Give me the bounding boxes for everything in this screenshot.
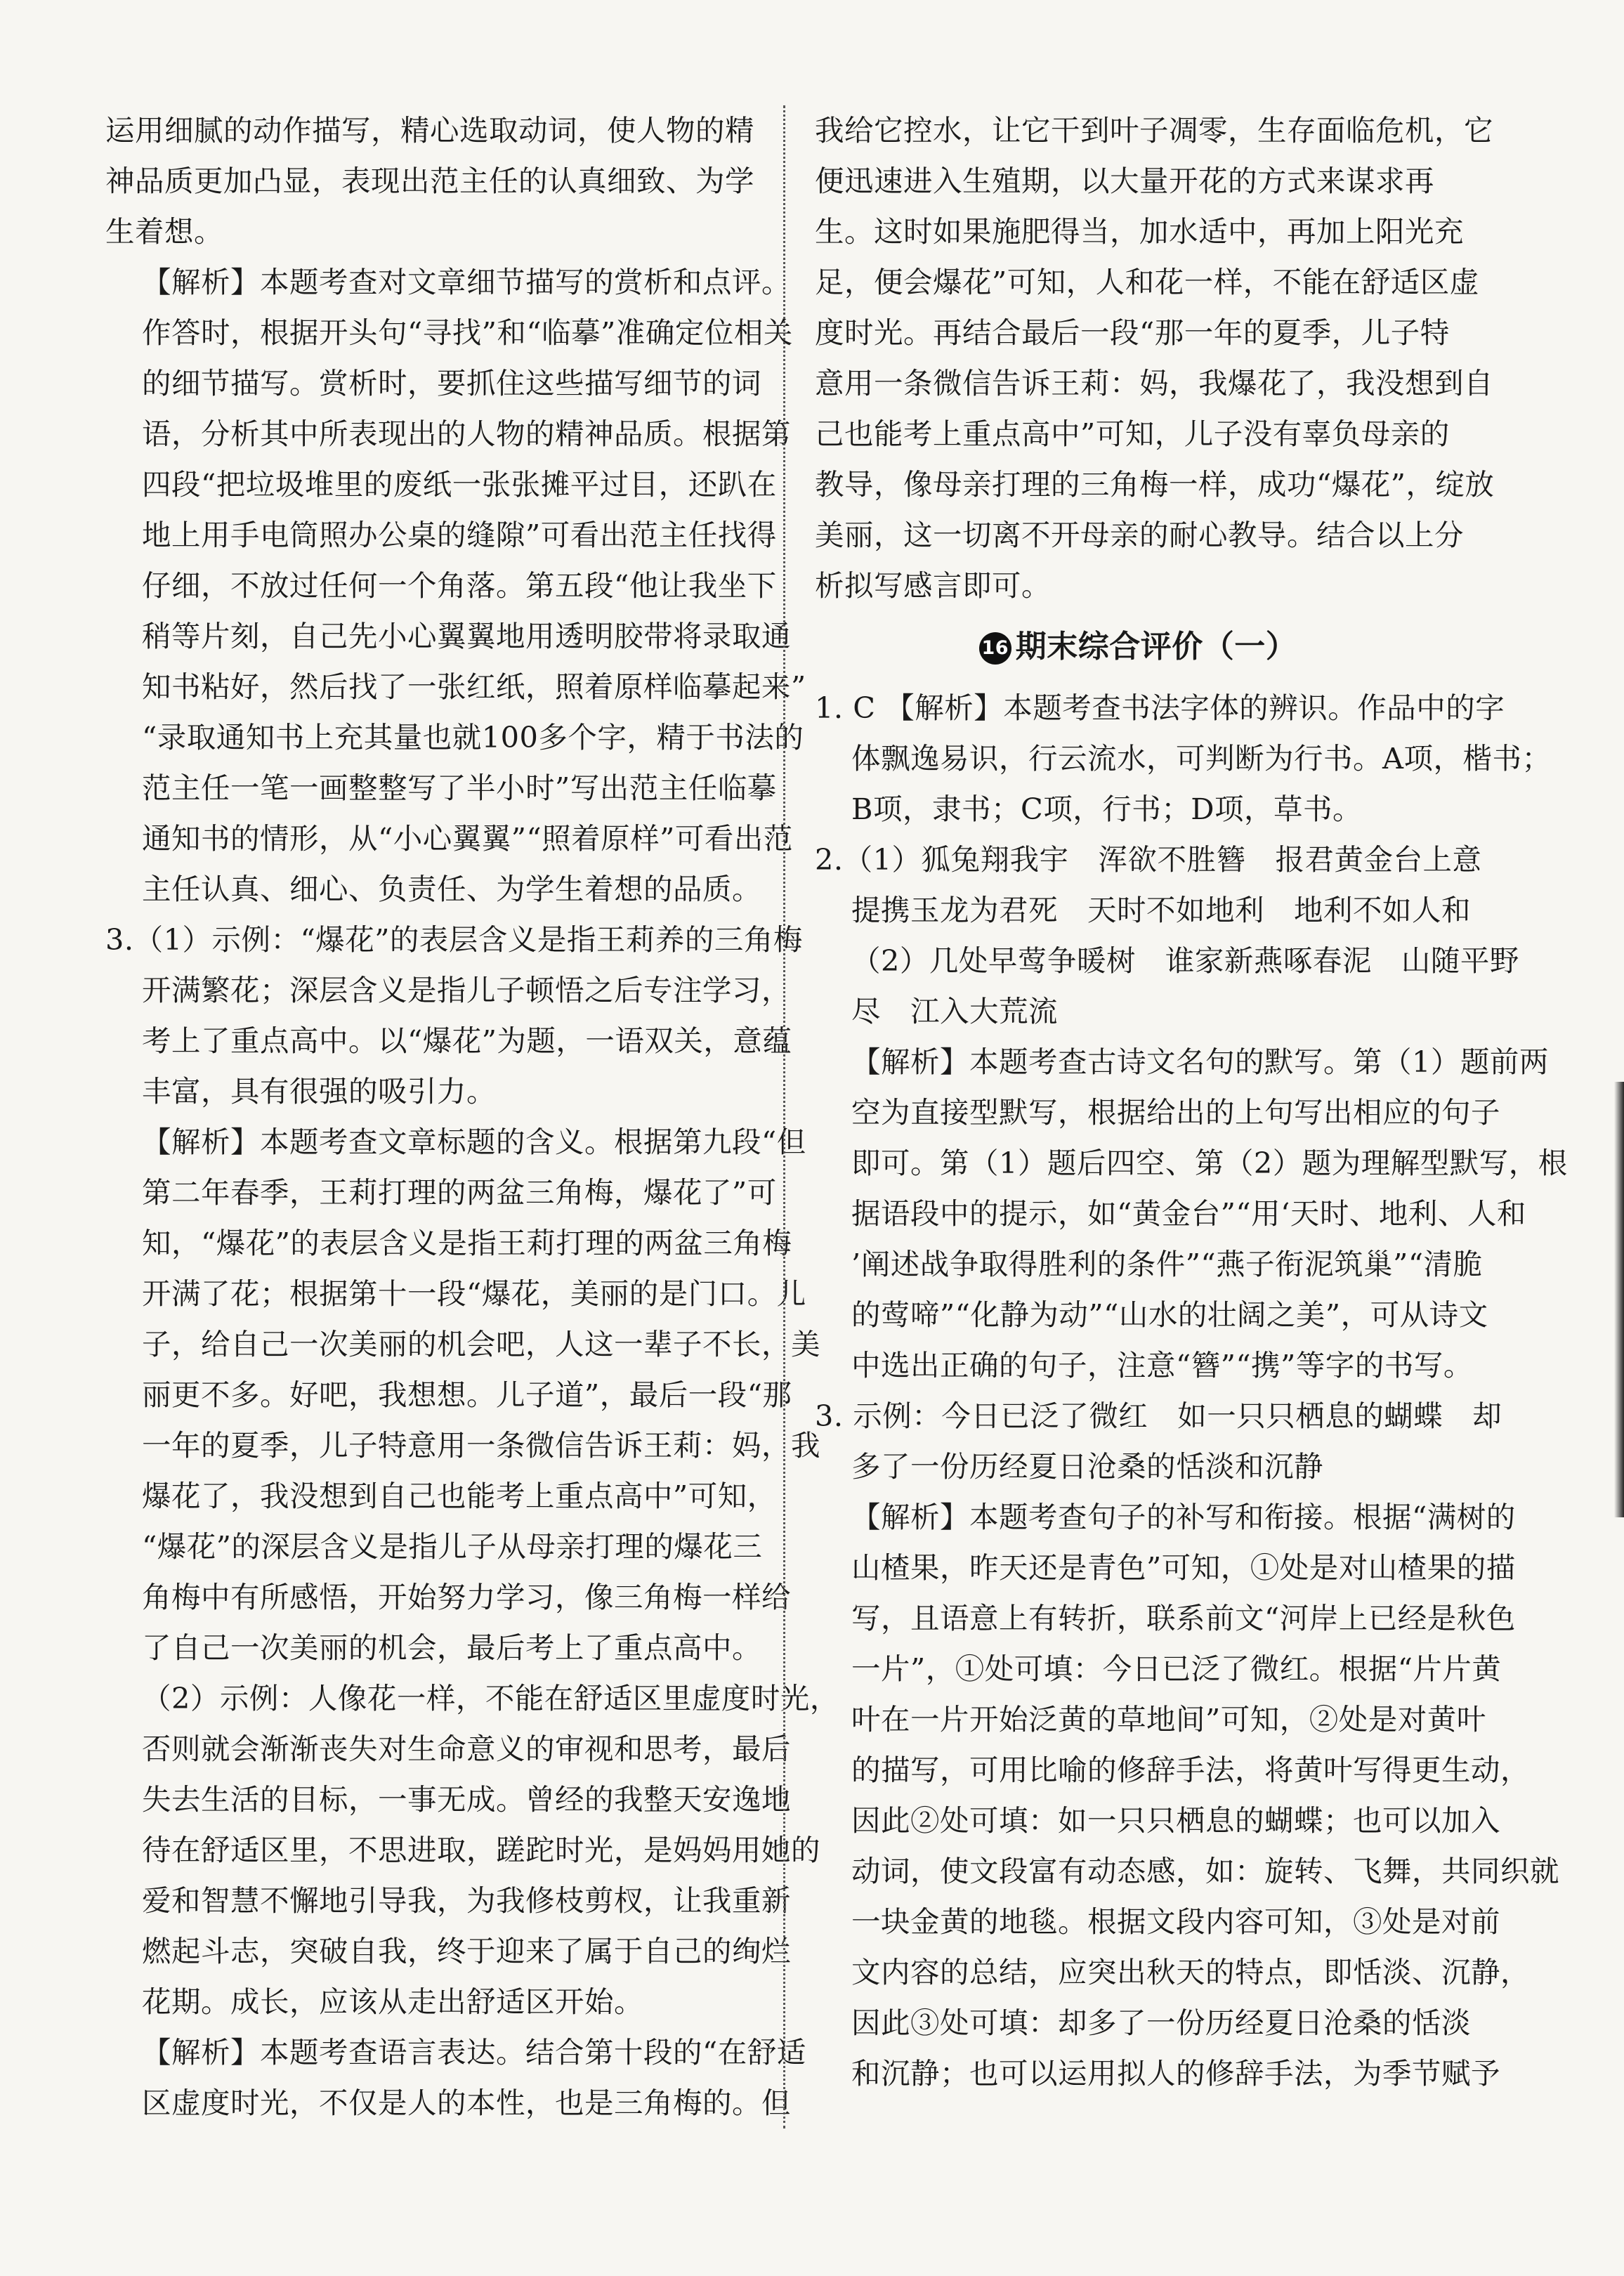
right-answer-line: 多了一份历经夏日沧桑的恬淡和沉静 bbox=[851, 1449, 1324, 1484]
right-answer-line: 3. 示例：今日已泛了微红 如一只只栖息的蝴蝶 却 bbox=[815, 1399, 1502, 1433]
right-answer-line: 和沉静；也可以运用拟人的修辞手法，为季节赋予 bbox=[851, 2056, 1501, 2091]
right-answer-line: 空为直接型默写，根据给出的上句写出相应的句子 bbox=[851, 1095, 1501, 1130]
section-heading bbox=[815, 615, 1461, 679]
left-text-line: “爆花”的深层含义是指儿子从母亲打理的爆花三 bbox=[142, 1529, 763, 1564]
right-answer-line: （2）几处早莺争暖树 谁家新燕啄春泥 山随平野 bbox=[851, 943, 1519, 978]
right-answer-line: 一片”，①处可填：今日已泛了微红。根据“片片黄 bbox=[851, 1652, 1502, 1686]
left-text-line: 【解析】本题考查文章标题的含义。根据第九段“但 bbox=[142, 1125, 806, 1159]
left-text-line: 子，给自己一次美丽的机会吧，人这一辈子不长，美 bbox=[142, 1327, 821, 1361]
left-text-line: 主任认真、细心、负责任、为学生着想的品质。 bbox=[142, 872, 762, 906]
right-answer-line: 因此③处可填：却多了一份历经夏日沧桑的恬淡 bbox=[851, 2006, 1472, 2040]
left-text-line: 爆花了，我没想到自己也能考上重点高中”可知， bbox=[142, 1479, 777, 1513]
right-answer-line: 叶在一片开始泛黄的草地间”可知，②处是对黄叶 bbox=[851, 1702, 1486, 1737]
left-text-line: 花期。成长，应该从走出舒适区开始。 bbox=[142, 1984, 644, 2019]
left-text-line: 知，“爆花”的表层含义是指王莉打理的两盆三角梅 bbox=[142, 1226, 792, 1260]
left-text-line: “录取通知书上充其量也就100多个字，精于书法的 bbox=[142, 720, 804, 754]
right-answer-line: 【解析】本题考查句子的补写和衔接。根据“满树的 bbox=[851, 1500, 1516, 1534]
right-text-line: 度时光。再结合最后一段“那一年的夏季，儿子特 bbox=[815, 315, 1450, 350]
left-text-line: 区虚度时光，不仅是人的本性，也是三角梅的。但 bbox=[142, 2086, 792, 2120]
left-text-line: 待在舒适区里，不思进取，蹉跎时光，是妈妈用她的 bbox=[142, 1833, 821, 1867]
right-text-line: 意用一条微信告诉王莉：妈，我爆花了，我没想到自 bbox=[815, 366, 1494, 400]
left-text-line: 生着想。 bbox=[105, 214, 224, 249]
left-column bbox=[105, 105, 839, 2128]
section-number-badge: 16 bbox=[979, 632, 1011, 665]
section-title: 期末综合评价（一） bbox=[1015, 629, 1297, 665]
right-text-line: 我给它控水，让它干到叶子凋零，生存面临危机，它 bbox=[815, 113, 1494, 148]
right-text-line: 己也能考上重点高中”可知，儿子没有辜负母亲的 bbox=[815, 417, 1450, 451]
right-answer-line: B项，隶书；C项，行书；D项，草书。 bbox=[851, 792, 1363, 826]
right-answer-line: 尽 江入大荒流 bbox=[851, 994, 1059, 1028]
right-text-line: 美丽，这一切离不开母亲的耐心教导。结合以上分 bbox=[815, 518, 1465, 552]
right-answer-line: 中选出正确的句子，注意“簪”“携”等字的书写。 bbox=[851, 1348, 1473, 1382]
right-answer-line: ’阐述战争取得胜利的条件”“燕子衔泥筑巢”“清脆 bbox=[851, 1247, 1483, 1281]
right-answer-line: 体飘逸易识，行云流水，可判断为行书。A项，楷书； bbox=[851, 741, 1552, 776]
left-text-line: 3.（1）示例：“爆花”的表层含义是指王莉养的三角梅 bbox=[105, 922, 803, 957]
left-text-line: 范主任一笔一画整整写了半小时”写出范主任临摹 bbox=[142, 771, 777, 805]
right-answer-line: 因此②处可填：如一只只栖息的蝴蝶；也可以加入 bbox=[851, 1803, 1501, 1838]
left-text-line: 否则就会渐渐丧失对生命意义的审视和思考，最后 bbox=[142, 1732, 792, 1766]
right-text-line: 足，便会爆花”可知，人和花一样，不能在舒适区虚 bbox=[815, 265, 1479, 299]
left-text-line: 的细节描写。赏析时，要抓住这些描写细节的词 bbox=[142, 366, 762, 400]
right-text-line: 析拟写感言即可。 bbox=[815, 568, 1052, 603]
right-answer-line: 山楂果，昨天还是青色”可知，①处是对山楂果的描 bbox=[851, 1550, 1516, 1585]
left-text-line: 丽更不多。好吧，我想想。儿子道”，最后一段“那 bbox=[142, 1378, 792, 1412]
right-column bbox=[815, 105, 1568, 2099]
right-text-line: 便迅速进入生殖期，以大量开花的方式来谋求再 bbox=[815, 164, 1435, 198]
right-answer-line: 2.（1）狐兔翔我宇 浑欲不胜簪 报君黄金台上意 bbox=[815, 842, 1482, 877]
right-text-line: 生。这时如果施肥得当，加水适中，再加上阳光充 bbox=[815, 214, 1465, 249]
right-answer-line: 的莺啼”“化静为动”“山水的壮阔之美”，可从诗文 bbox=[851, 1297, 1488, 1332]
right-answer-line: 文内容的总结，应突出秋天的特点，即恬淡、沉静， bbox=[851, 1955, 1531, 1989]
left-text-line: 角梅中有所感悟，开始努力学习，像三角梅一样给 bbox=[142, 1580, 792, 1614]
left-text-line: 知书粘好，然后找了一张红纸，照着原样临摹起来” bbox=[142, 669, 806, 704]
left-text-line: 开满了花；根据第十一段“爆花，美丽的是门口。儿 bbox=[142, 1276, 806, 1311]
right-answer-line: 写，且语意上有转折，联系前文“河岸上已经是秋色 bbox=[851, 1601, 1516, 1635]
right-answer-line: 动词，使文段富有动态感，如：旋转、飞舞，共同织就 bbox=[851, 1854, 1560, 1888]
left-text-line: 四段“把垃圾堆里的废纸一张张摊平过目，还趴在 bbox=[142, 467, 777, 502]
left-text-line: 【解析】本题考查对文章细节描写的赏析和点评。 bbox=[142, 265, 792, 299]
column-divider bbox=[783, 105, 785, 2128]
left-text-line: 作答时，根据开头句“寻找”和“临摹”准确定位相关 bbox=[142, 315, 793, 350]
left-text-line: 失去生活的目标，一事无成。曾经的我整天安逸地 bbox=[142, 1782, 792, 1817]
left-text-line: 爱和智慧不懈地引导我，为我修枝剪杈，让我重新 bbox=[142, 1883, 792, 1918]
right-answer-line: 即可。第（1）题后四空、第（2）题为理解型默写，根 bbox=[851, 1146, 1568, 1180]
scan-edge-shadow bbox=[1614, 1082, 1624, 1517]
left-text-line: 稍等片刻，自己先小心翼翼地用透明胶带将录取通 bbox=[142, 619, 792, 653]
left-text-line: （2）示例：人像花一样，不能在舒适区里虚度时光， bbox=[142, 1681, 839, 1715]
right-answer-line: 【解析】本题考查古诗文名句的默写。第（1）题前两 bbox=[851, 1045, 1549, 1079]
right-answer-line: 的描写，可用比喻的修辞手法，将黄叶写得更生动， bbox=[851, 1753, 1531, 1787]
left-text-line: 语，分析其中所表现出的人物的精神品质。根据第 bbox=[142, 417, 792, 451]
right-answer-line: 提携玉龙为君死 天时不如地利 地利不如人和 bbox=[851, 893, 1472, 927]
left-text-line: 运用细腻的动作描写，精心选取动词，使人物的精 bbox=[105, 113, 755, 148]
left-text-line: 地上用手电筒照办公桌的缝隙”可看出范主任找得 bbox=[142, 518, 777, 552]
left-text-line: 燃起斗志，突破自我，终于迎来了属于自己的绚烂 bbox=[142, 1934, 792, 1968]
right-answer-line: 据语段中的提示，如“黄金台”“用‘天时、地利、人和 bbox=[851, 1196, 1526, 1231]
left-text-line: 了自己一次美丽的机会，最后考上了重点高中。 bbox=[142, 1630, 762, 1665]
left-text-line: 一年的夏季，儿子特意用一条微信告诉王莉：妈，我 bbox=[142, 1428, 821, 1463]
right-answer-line: 1. C 【解析】本题考查书法字体的辨识。作品中的字 bbox=[815, 691, 1505, 725]
left-text-line: 通知书的情形，从“小心翼翼”“照着原样”可看出范 bbox=[142, 821, 793, 856]
left-text-line: 考上了重点高中。以“爆花”为题，一语双关，意蕴 bbox=[142, 1023, 792, 1058]
left-text-line: 第二年春季，王莉打理的两盆三角梅，爆花了”可 bbox=[142, 1175, 777, 1210]
left-text-line: 丰富，具有很强的吸引力。 bbox=[142, 1074, 497, 1108]
left-text-line: 开满繁花；深层含义是指儿子顿悟之后专注学习， bbox=[142, 973, 792, 1007]
right-answer-line: 一块金黄的地毯。根据文段内容可知，③处是对前 bbox=[851, 1904, 1501, 1939]
left-text-line: 仔细，不放过任何一个角落。第五段“他让我坐下 bbox=[142, 568, 777, 603]
left-text-line: 【解析】本题考查语言表达。结合第十段的“在舒适 bbox=[142, 2035, 806, 2069]
right-text-line: 教导，像母亲打理的三角梅一样，成功“爆花”，绽放 bbox=[815, 467, 1495, 502]
left-text-line: 神品质更加凸显，表现出范主任的认真细致、为学 bbox=[105, 164, 755, 198]
